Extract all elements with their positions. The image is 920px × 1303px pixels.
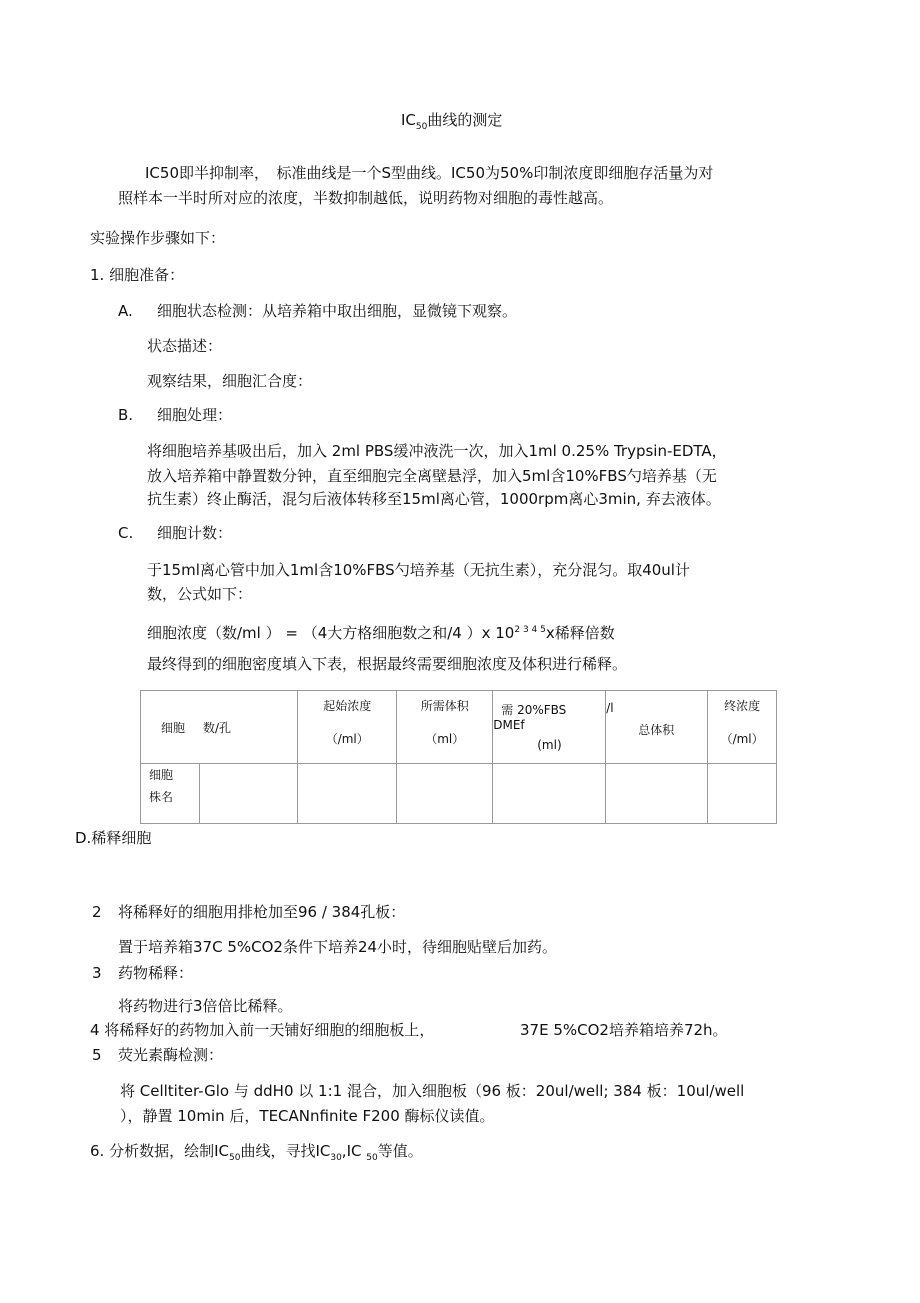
h-count: 数/孔 — [203, 720, 232, 735]
title-text-end: 曲线的测定 — [427, 111, 503, 129]
header-cell — [708, 691, 777, 764]
h-start: 起始浓度 — [323, 699, 372, 713]
step1-heading: 1. 细胞准备： — [90, 266, 185, 284]
text-line: 于15ml离心管中加入1ml含10%FBS勺培养基（无抗生素），充分混匀。取40ul计 — [147, 561, 690, 579]
s6-text: 等值。 — [377, 1142, 423, 1160]
formula — [147, 620, 615, 643]
text-line: 将 Celltiter-Glo 与 ddH0 以 1:1 混合，加入细胞板（96 板：20ul/well; 384 板：10ul/well — [120, 1082, 745, 1100]
table-cell[interactable] — [298, 764, 397, 824]
text-line: ），静置 10min 后，TECANnfinite F200 酶标仪读值。 — [120, 1107, 495, 1125]
row-label2: 株名 — [149, 790, 174, 804]
h-fbs: 需 20%FBS — [501, 703, 567, 717]
header-cell — [141, 691, 298, 764]
sub-heading: 细胞计数： — [157, 524, 233, 542]
text-line: 将细胞培养基吸出后，加入 2ml PBS缓冲液洗一次，加入1ml 0.25% Trypsin-EDTA， — [147, 442, 727, 460]
step-num: 2 — [92, 903, 102, 921]
step5-heading: 荧光素酶检测： — [118, 1046, 224, 1064]
step4-text: 4 将稀释好的药物加入前一天铺好细胞的细胞板上， — [90, 1021, 435, 1039]
table-cell[interactable] — [493, 764, 606, 824]
s6-text: ,IC — [341, 1142, 367, 1160]
h-final: 终浓度 — [724, 699, 761, 713]
table-cell[interactable] — [397, 764, 493, 824]
text-line: 置于培养箱37C 5%CO2条件下培养24小时，待细胞贴壁后加药。 — [118, 938, 558, 956]
header-cell — [298, 691, 397, 764]
h-fbs2: DMEf — [493, 718, 525, 732]
step-num: 5 — [92, 1046, 102, 1064]
step-num: 3 — [92, 964, 102, 982]
title-text: IC — [401, 111, 416, 129]
h-vol: 所需体积 — [420, 699, 469, 713]
table-cell[interactable] — [606, 764, 708, 824]
text-line: 状态描述： — [147, 337, 223, 355]
h-total: 总体积 — [638, 723, 675, 737]
s6-text: 6. 分析数据，绘制IC — [90, 1142, 229, 1160]
h-cell: 细胞 — [161, 720, 186, 735]
text-line: 放入培养箱中静置数分钟，直至细胞完全离壁悬浮，加入5ml含10%FBS勺培养基（无 — [147, 467, 717, 485]
text-line: 最终得到的细胞密度填入下表，根据最终需要细胞浓度及体积进行稀释。 — [147, 655, 628, 673]
header-cell — [606, 691, 708, 764]
sub-heading: 细胞状态检测：从培养箱中取出细胞，显微镜下观察。 — [157, 302, 518, 320]
sub-heading: 细胞处理： — [157, 406, 233, 424]
step2-heading: 将稀释好的细胞用排枪加至96 / 384孔板： — [118, 903, 406, 921]
h-vol-unit: （ml） — [425, 732, 465, 746]
s6-sub: 50 — [366, 1153, 378, 1163]
formula-text: 细胞浓度（数/ml ） = （4大方格细胞数之和/4 ）x 10 — [147, 624, 515, 642]
formula-sup: 2 3 4 5 — [514, 625, 546, 635]
step6 — [90, 1141, 423, 1168]
sub-label: B. — [118, 406, 134, 424]
step3-heading: 药物稀释： — [118, 964, 194, 982]
row-label — [141, 764, 200, 824]
sub-label: C. — [118, 524, 134, 542]
step-d: D.稀释细胞 — [75, 829, 152, 847]
s6-sub: 50 — [228, 1153, 241, 1163]
h-final-unit: （/ml） — [720, 732, 764, 746]
cell-table — [140, 690, 777, 824]
table-cell[interactable] — [708, 764, 777, 824]
h-fbs-unit: (ml) — [537, 738, 562, 752]
formula-text-end: x稀释倍数 — [545, 624, 615, 642]
header-cell — [493, 691, 606, 764]
steps-heading: 实验操作步骤如下： — [90, 229, 226, 247]
text-line: 将药物进行3倍倍比稀释。 — [118, 997, 293, 1015]
intro-line: IC50即半抑制率， 标准曲线是一个S型曲线。IC50为50%印制浓度即细胞存活量为对 — [145, 164, 714, 182]
row-label1: 细胞 — [149, 768, 174, 782]
document-title — [401, 110, 502, 137]
header-cell — [397, 691, 493, 764]
title-sub: 50 — [415, 122, 428, 132]
s6-text: 曲线，寻找IC — [240, 1142, 331, 1160]
text-line: 数，公式如下： — [147, 585, 253, 603]
intro-line: 照样本一半时所对应的浓度，半数抑制越低，说明药物对细胞的毒性越高。 — [118, 189, 614, 207]
s6-sub: 30 — [330, 1153, 342, 1163]
text-line: 抗生素）终止酶活，混匀后液体转移至15ml离心管，1000rpm离心3min, 弃去液体。 — [147, 490, 721, 508]
table-cell[interactable] — [200, 764, 298, 824]
h-start-unit: （/ml） — [325, 732, 369, 746]
h-slash: /l — [606, 701, 614, 715]
text-line: 观察结果，细胞汇合度： — [147, 372, 313, 390]
sub-label: A. — [118, 302, 133, 320]
step4-text2: 37E 5%CO2培养箱培养72h。 — [520, 1021, 728, 1039]
